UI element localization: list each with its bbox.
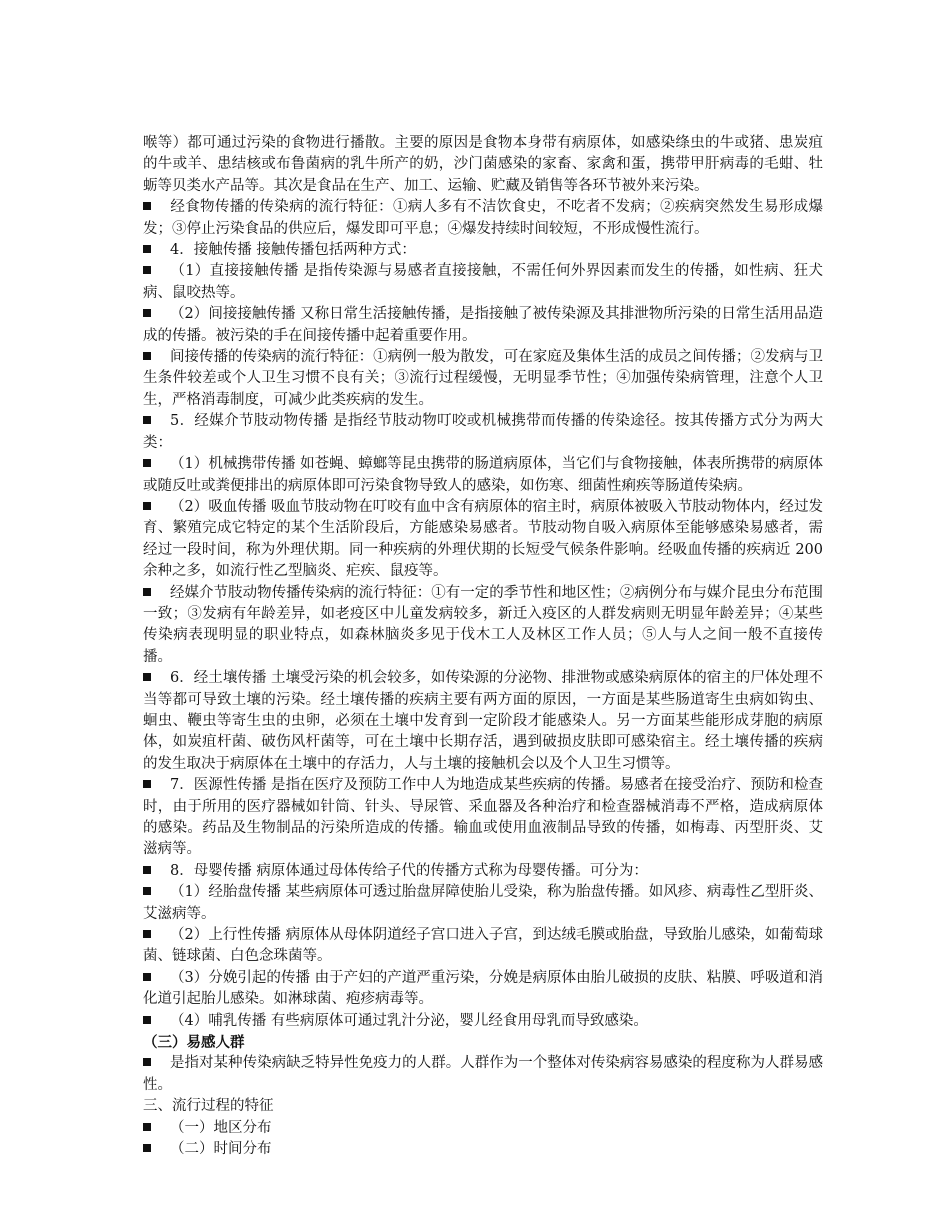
bullet-square-icon [143,202,151,210]
bullet-square-icon [143,673,151,681]
paragraph-text: 经媒介节肢动物传播传染病的流行特征：①有一定的季节性和地区性；②病例分布与媒介昆虫分布范围一致；③发病有年龄差异，如老疫区中儿童发病较多，新迁入疫区的人群发病则无明显年龄差异；④某些传染病表现明显的职业特点，如森林脑炎多见于伐木工人及林区工作人员；⑤人与人之间一般不直接传播。 [143,584,823,665]
list-item-temporal-distribution [143,1139,823,1160]
section-heading-epidemic-features [143,1096,823,1117]
bullet-square-icon [143,973,151,981]
paragraph-placental [143,882,823,925]
heading-text: 三、流行过程的特征 [143,1098,274,1115]
paragraph-text: （1）机械携带传播 如苍蝇、蟑螂等昆虫携带的肠道病原体，当它们与食物接触，体表所携带的病原体或随反吐或粪便排出的病原体即可污染食物导致人的感染，如伤寒、细菌性痢疾等肠道传染病。 [143,456,823,494]
paragraph-indirect-features [143,347,823,411]
paragraph-text: 喉等）都可通过污染的食物进行播散。主要的原因是食物本身带有病原体，如感染绦虫的牛或猪、患炭疽的牛或羊、患结核或布鲁菌病的乳牛所产的奶，沙门菌感染的家畜、家禽和蛋，携带甲肝病毒的毛蚶、牡蛎等贝类水产品等。其次是食品在生产、加工、运输、贮藏及销售等各环节被外来污染。 [143,135,823,194]
paragraph-mechanical-carriage [143,454,823,497]
paragraph-vector-transmission [143,411,823,454]
bullet-square-icon [143,588,151,596]
paragraph-mother-infant [143,861,823,882]
bullet-square-icon [143,459,151,467]
paragraph-text: （二）时间分布 [170,1141,272,1158]
heading-text: （三）易感人群 [143,1034,245,1052]
bullet-square-icon [143,416,151,424]
bullet-square-icon [143,309,151,317]
paragraph-text: （3）分娩引起的传播 由于产妇的产道严重污染，分娩是病原体由胎儿破损的皮肤、粘膜、呼吸道和消化道引起胎儿感染。如淋球菌、疱疹病毒等。 [143,969,823,1008]
paragraph-text: （2）吸血传播 吸血节肢动物在叮咬有血中含有病原体的宿主时，病原体被吸入节肢动物体内，经过发育、繁殖完成它特定的某个生活阶段后，方能感染易感者。节肢动物自吸入病原体至能够感染易感者，需经过一段时间，称为外理伏期。同一种疾病的外理伏期的长短受气候条件影响。经吸血传播的疾病近 200 余种之多，如流行性乙型脑炎、疟疾、鼠疫等。 [143,498,823,580]
paragraph-indirect-contact [143,304,823,347]
paragraph-text: （1）经胎盘传播 某些病原体可透过胎盘屏障使胎儿受染，称为胎盘传播。如风疹、病毒性乙型肝炎、艾滋病等。 [143,884,823,922]
paragraph-text: 经食物传播的传染病的流行特征：①病人多有不洁饮食史，不吃者不发病；②疾病突然发生易形成爆发；③停止污染食品的供应后，爆发即可平息；④爆发持续时间较短，不形成慢性流行。 [143,199,823,237]
paragraph-text: （1）直接接触传播 是指传染源与易感者直接接触，不需任何外界因素而发生的传播，如性病、狂犬病、鼠咬热等。 [143,263,823,301]
bullet-square-icon [143,1144,151,1152]
paragraph-text: 6．经土壤传播 土壤受污染的机会较多，如传染源的分泌物、排泄物或感染病原体的宿主的尸体处理不当等都可导致土壤的污染。经土壤传播的疾病主要有两方面的原因，一方面是某些肠道寄生虫病如钩虫、蛔虫、鞭虫等寄生虫的虫卵，必须在土壤中发育到一定阶段才能感染人。另一方面某些能形成芽胞的病原体，如炭疽杆菌、破伤风杆菌等，可在土壤中长期存活，遇到破损皮肤即可感染宿主。经土壤传播的疾病的发生取决于病原体在土壤中的存活力，人与土壤的接触机会以及个人卫生习惯等。 [143,670,823,772]
paragraph-direct-contact [143,261,823,304]
paragraph-text: 7．医源性传播 是指在医疗及预防工作中人为地造成某些疾病的传播。易感者在接受治疗、预防和检查时，由于所用的医疗器械如针筒、针头、导尿管、采血器及各种治疗和检查器械消毒不严格，造成病原体的感染。药品及生物制品的污染所造成的传播。输血或使用血液制品导致的传播，如梅毒、丙型肝炎、艾滋病等。 [143,777,823,858]
paragraph-soil-transmission [143,668,823,775]
bullet-square-icon [143,1123,151,1131]
paragraph-text: （4）哺乳传播 有些病原体可通过乳汁分泌，婴儿经食用母乳而导致感染。 [170,1012,648,1029]
bullet-square-icon [143,887,151,895]
bullet-square-icon [143,866,151,874]
paragraph-text: 5．经媒介节肢动物传播 是指经节肢动物叮咬或机械携带而传播的传染途径。按其传播方式分为两大类： [143,413,823,451]
paragraph-susceptible-definition [143,1053,823,1096]
paragraph-food-transmission-intro [143,133,823,197]
paragraph-text: 间接传播的传染病的流行特征：①病例一般为散发，可在家庭及集体生活的成员之间传播；②发病与卫生条件较差或个人卫生习惯不良有关；③流行过程缓慢，无明显季节性；④加强传染病管理，注意个人卫生，严格消毒制度，可减少此类疾病的发生。 [143,349,823,408]
paragraph-text: （2）间接接触传播 又称日常生活接触传播，是指接触了被传染源及其排泄物所污染的日常生活用品造成的传播。被污染的手在间接传播中起着重要作用。 [143,306,823,344]
bullet-square-icon [143,1016,151,1024]
paragraph-breastfeeding [143,1011,823,1032]
paragraph-vector-features [143,583,823,669]
list-item-regional-distribution [143,1118,823,1139]
paragraph-food-transmission-features [143,197,823,240]
paragraph-text: 4．接触传播 接触传播包括两种方式： [170,242,416,259]
bullet-square-icon [143,502,151,510]
bullet-square-icon [143,930,151,938]
paragraph-text: （一）地区分布 [170,1119,272,1136]
bullet-square-icon [143,352,151,360]
bullet-square-icon [143,780,151,788]
paragraph-blood-sucking [143,497,823,583]
section-heading-susceptible [143,1032,823,1053]
document-page [143,133,823,1161]
paragraph-ascending [143,925,823,968]
bullet-square-icon [143,1058,151,1066]
paragraph-text: 是指对某种传染病缺乏特异性免疫力的人群。人群作为一个整体对传染病容易感染的程度称为人群易感性。 [143,1055,823,1093]
bullet-square-icon [143,266,151,274]
paragraph-iatrogenic-transmission [143,775,823,861]
paragraph-text: （2）上行性传播 病原体从母体阴道经子宫口进入子宫，到达绒毛膜或胎盘，导致胎儿感染，如葡萄球菌、链球菌、白色念珠菌等。 [143,927,823,965]
bullet-square-icon [143,245,151,253]
paragraph-text: 8．母婴传播 病原体通过母体传给子代的传播方式称为母婴传播。可分为： [170,862,648,879]
paragraph-delivery [143,968,823,1011]
paragraph-contact-transmission [143,240,823,261]
